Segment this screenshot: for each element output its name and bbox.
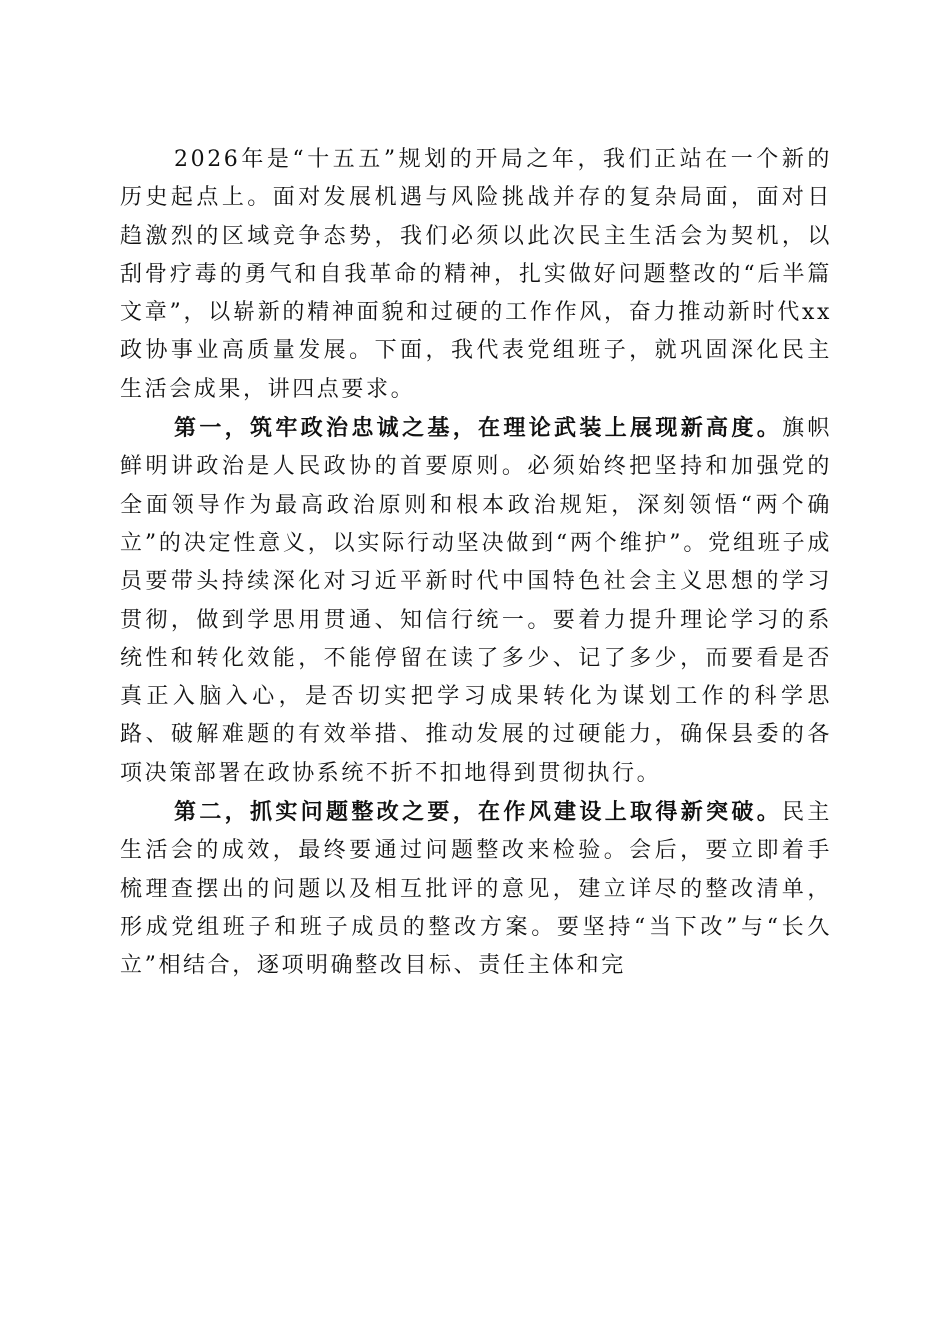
paragraph-lead: 第一，筑牢政治忠诚之基，在理论武装上展现新高度。 xyxy=(174,415,783,442)
paragraph-text: 民主生活会的成效，最终要通过问题整改来检验。会后，要立即着手梳理查摆出的问题以及相互批评的意见，建立详尽的整改清单，形成党组班子和班子成员的整改方案。要坚持“当下改”与“长久立”相结合，逐项明确整改目标、责任主体和完 xyxy=(120,800,832,979)
paragraph-lead: 第二，抓实问题整改之要，在作风建设上取得新突破。 xyxy=(174,799,783,826)
paragraph-second-requirement xyxy=(120,793,832,985)
paragraph-first-requirement xyxy=(120,409,832,793)
paragraph-intro xyxy=(120,140,832,409)
paragraph-text: 旗帜鲜明讲政治是人民政协的首要原则。必须始终把坚持和加强党的全面领导作为最高政治原则和根本政治规矩，深刻领悟“两个确立”的决定性意义，以实际行动坚决做到“两个维护”。党组班子成员要带头持续深化对习近平新时代中国特色社会主义思想的学习贯彻，做到学思用贯通、知信行统一。要着力提升理论学习的系统性和转化效能，不能停留在读了多少、记了多少，而要看是否真正入脑入心，是否切实把学习成果转化为谋划工作的科学思路、破解难题的有效举措、推动发展的过硬能力，确保县委的各项决策部署在政协系统不折不扣地得到贯彻执行。 xyxy=(120,416,832,786)
paragraph-text: 2026年是“十五五”规划的开局之年，我们正站在一个新的历史起点上。面对发展机遇与风险挑战并存的复杂局面，面对日趋激烈的区域竞争态势，我们必须以此次民主生活会为契机，以刮骨疗毒的勇气和自我革命的精神，扎实做好问题整改的“后半篇文章”，以崭新的精神面貌和过硬的工作作风，奋力推动新时代xx政协事业高质量发展。下面，我代表党组班子，就巩固深化民主生活会成果，讲四点要求。 xyxy=(120,147,832,402)
document-body xyxy=(120,140,832,986)
